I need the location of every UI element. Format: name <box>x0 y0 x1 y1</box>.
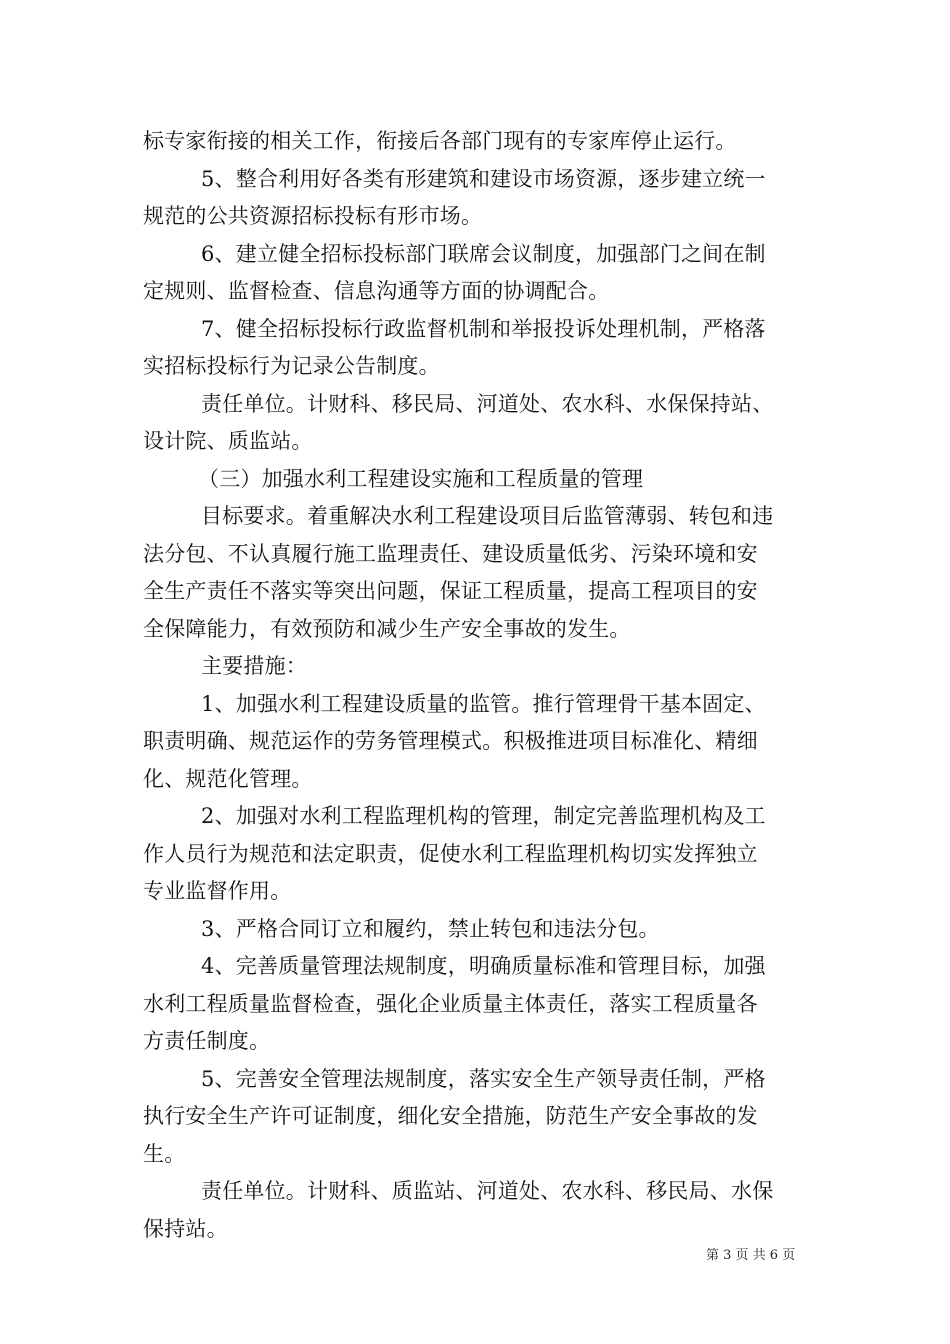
paragraph-line: 定规则、监督检查、信息沟通等方面的协调配合。 <box>143 279 610 303</box>
paragraph-line: 法分包、不认真履行施工监理责任、建设质量低劣、污染环境和安 <box>143 541 758 566</box>
paragraph-line: 目标要求。着重解决水利工程建设项目后监管薄弱、转包和违 <box>201 504 774 528</box>
paragraph-line: 执行安全生产许可证制度，细化安全措施，防范生产安全事故的发 <box>143 1104 758 1128</box>
paragraph-line: 水利工程质量监督检查，强化企业质量主体责任，落实工程质量各 <box>143 991 758 1016</box>
paragraph-line: 5、完善安全管理法规制度，落实安全生产领导责任制，严格 <box>201 1066 766 1091</box>
page-number: 第 3 页 共 6 页 <box>706 1248 796 1263</box>
paragraph-line: 职责明确、规范运作的劳务管理模式。积极推进项目标准化、精细 <box>143 729 758 753</box>
document-body <box>143 123 813 1248</box>
paragraph-line: 5、整合利用好各类有形建筑和建设市场资源，逐步建立统一 <box>201 166 766 191</box>
paragraph-line: 4、完善质量管理法规制度，明确质量标准和管理目标，加强 <box>201 954 766 978</box>
paragraph-line: 主要措施： <box>201 654 307 678</box>
paragraph-line: 7、健全招标投标行政监督机制和举报投诉处理机制，严格落 <box>201 316 766 341</box>
paragraph-line: 作人员行为规范和法定职责，促使水利工程监理机构切实发挥独立 <box>143 841 758 866</box>
paragraph-line: 化、规范化管理。 <box>143 766 313 791</box>
paragraph-line: 2、加强对水利工程监理机构的管理，制定完善监理机构及工 <box>201 804 766 828</box>
paragraph-line: 全保障能力，有效预防和减少生产安全事故的发生。 <box>143 616 631 641</box>
paragraph-line: 责任单位。计财科、质监站、河道处、农水科、移民局、水保 <box>201 1179 774 1203</box>
paragraph-line: 标专家衔接的相关工作，衔接后各部门现有的专家库停止运行。 <box>143 129 737 153</box>
paragraph-line: 设计院、质监站。 <box>143 429 313 453</box>
paragraph-line: 实招标投标行为记录公告制度。 <box>143 354 440 378</box>
paragraph-line: 保持站。 <box>143 1216 228 1241</box>
paragraph-line: 生。 <box>143 1141 186 1166</box>
paragraph-line: 专业监督作用。 <box>143 879 292 903</box>
section-heading: （三）加强水利工程建设实施和工程质量的管理 <box>198 466 644 491</box>
paragraph-line: 6、建立健全招标投标部门联席会议制度，加强部门之间在制 <box>201 241 766 266</box>
paragraph-line: 方责任制度。 <box>143 1029 271 1053</box>
paragraph-line: 责任单位。计财科、移民局、河道处、农水科、水保保持站、 <box>201 391 774 416</box>
paragraph-line: 全生产责任不落实等突出问题，保证工程质量，提高工程项目的安 <box>143 579 758 603</box>
paragraph-line: 3、严格合同订立和履约，禁止转包和违法分包。 <box>201 916 660 941</box>
paragraph-line: 1、加强水利工程建设质量的监管。推行管理骨干基本固定、 <box>201 691 766 716</box>
paragraph-line: 规范的公共资源招标投标有形市场。 <box>143 204 483 228</box>
